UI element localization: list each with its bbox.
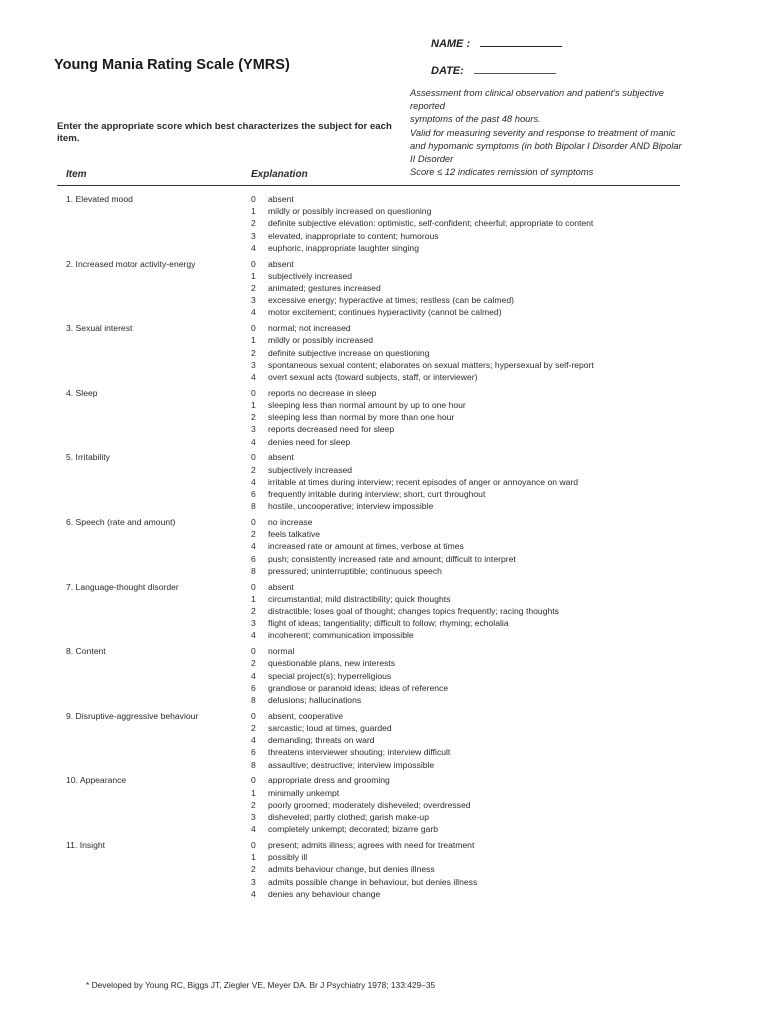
score-value: 4 — [251, 307, 256, 318]
score-description: normal — [268, 646, 295, 657]
score-description: flight of ideas; tangentiality; difficult to follow; rhyming; echolalia — [268, 618, 509, 629]
rating-item — [0, 775, 770, 840]
rating-item — [0, 711, 770, 776]
score-value: 1 — [251, 787, 256, 798]
score-description: animated; gestures increased — [268, 282, 381, 293]
rating-items — [0, 194, 770, 905]
score-description: absent, cooperative — [268, 710, 344, 721]
date-blank[interactable] — [474, 64, 556, 74]
score-description: reports decreased need for sleep — [268, 424, 395, 435]
score-description: absent — [268, 194, 294, 204]
score-value: 8 — [251, 694, 256, 705]
score-value: 4 — [251, 242, 256, 253]
score-description: threatens interviewer shouting; interview difficult — [268, 747, 451, 758]
score-value: 0 — [251, 839, 256, 850]
score-description: normal; not increased — [268, 323, 351, 334]
score-value: 8 — [251, 501, 256, 512]
score-value: 0 — [251, 452, 256, 463]
score-value: 4 — [251, 824, 256, 835]
score-description: feels talkative — [268, 529, 321, 540]
score-value: 6 — [251, 682, 256, 693]
score-value: 1 — [251, 270, 256, 281]
score-description: questionable plans, new interests — [268, 658, 396, 669]
score-value: 2 — [251, 282, 256, 293]
score-description: possibly ill — [268, 852, 308, 863]
score-description: circumstantial; mild distractibility; quick thoughts — [268, 593, 451, 604]
assessment-note: reported — [410, 100, 445, 112]
score-value: 1 — [251, 852, 256, 863]
score-value: 6 — [251, 553, 256, 564]
score-description: spontaneous sexual content; elaborates on sexual matters; hypersexual by self-report — [268, 359, 594, 370]
item-label: 10. Appearance — [66, 775, 127, 786]
date-label: DATE: — [431, 65, 464, 77]
name-label: NAME : — [431, 38, 471, 50]
score-description: sarcastic; loud at times, guarded — [268, 722, 392, 733]
item-label: 5. Irritability — [66, 452, 110, 463]
score-value: 3 — [251, 359, 256, 370]
score-description: absent — [268, 581, 294, 592]
score-description: minimally unkempt — [268, 787, 340, 798]
score-description: disheveled; partly clothed; garish make-up — [268, 811, 429, 822]
score-value: 2 — [251, 799, 256, 810]
score-description: special project(s); hyperreligious — [268, 670, 392, 681]
score-value: 0 — [251, 710, 256, 721]
score-value: 2 — [251, 605, 256, 616]
score-value: 4 — [251, 371, 256, 382]
score-description: sleeping less than normal by more than one hour — [268, 412, 455, 423]
score-value: 6 — [251, 488, 256, 499]
score-value: 2 — [251, 218, 256, 229]
score-description: euphoric, inappropriate laughter singing — [268, 242, 419, 253]
score-description: present; admits illness; agrees with need for treatment — [268, 839, 475, 850]
score-description: absent — [268, 258, 294, 269]
column-header-explanation: Explanation — [251, 169, 308, 180]
score-value: 4 — [251, 735, 256, 746]
rating-item — [0, 323, 770, 388]
score-value: 2 — [251, 722, 256, 733]
score-description: push; consistently increased rate and amount; difficult to interpret — [268, 553, 516, 564]
score-description: overt sexual acts (toward subjects, staff, or interviewer) — [268, 371, 478, 382]
score-value: 1 — [251, 206, 256, 217]
score-value: 4 — [251, 630, 256, 641]
item-label: 8. Content — [66, 646, 106, 657]
score-description: mildly or possibly increased — [268, 335, 374, 346]
score-value: 4 — [251, 436, 256, 447]
score-value: 2 — [251, 347, 256, 358]
score-description: denies need for sleep — [268, 436, 351, 447]
score-description: poorly groomed; moderately disheveled; overdressed — [268, 799, 471, 810]
assessment-note: Valid for measuring severity and response to treatment of manic — [410, 126, 676, 138]
score-value: 0 — [251, 775, 256, 786]
rating-item — [0, 194, 770, 259]
instructions: Enter the appropriate score which best characterizes the subject for each item. — [57, 121, 392, 144]
rating-item — [0, 646, 770, 711]
score-description: sleeping less than normal amount by up to one hour — [268, 399, 466, 410]
score-value: 2 — [251, 464, 256, 475]
score-description: increased rate or amount at times, verbose at times — [268, 541, 464, 552]
score-value: 2 — [251, 864, 256, 875]
item-label: 7. Language-thought disorder — [66, 581, 179, 592]
name-field — [431, 37, 562, 50]
score-value: 3 — [251, 424, 256, 435]
score-value: 3 — [251, 618, 256, 629]
score-value: 4 — [251, 476, 256, 487]
score-description: subjectively increased — [268, 270, 353, 281]
score-description: definite subjective increase on questioning — [268, 347, 430, 358]
score-description: delusions; hallucinations — [268, 694, 362, 705]
rating-item — [0, 582, 770, 647]
rating-item — [0, 388, 770, 453]
score-value: 4 — [251, 888, 256, 899]
item-label: 4. Sleep — [66, 387, 98, 398]
score-description: appropriate dress and grooming — [268, 775, 390, 786]
score-description: frequently irritable during interview; short, curt throughout — [268, 488, 486, 499]
score-value: 3 — [251, 295, 256, 306]
score-value: 1 — [251, 399, 256, 410]
score-value: 4 — [251, 541, 256, 552]
score-description: reports no decrease in sleep — [268, 387, 377, 398]
score-description: incoherent; communication impossible — [268, 630, 414, 641]
score-description: subjectively increased — [268, 464, 353, 475]
score-description: denies any behaviour change — [268, 888, 381, 899]
score-description: motor excitement; continues hyperactivity (cannot be calmed) — [268, 307, 502, 318]
citation-footer: * Developed by Young RC, Biggs JT, Ziegler VE, Meyer DA. Br J Psychiatry 1978; 133:429–35 — [86, 980, 436, 990]
item-label: 9. Disruptive-aggressive behaviour — [66, 710, 199, 721]
assessment-note: Assessment from clinical observation and patient's subjective — [410, 87, 664, 98]
score-value: 0 — [251, 323, 256, 334]
item-label: 1. Elevated mood — [66, 194, 133, 204]
assessment-notes — [410, 86, 720, 178]
assessment-note: Score ≤ 12 indicates remission of symptoms — [410, 166, 594, 178]
score-description: admits behaviour change, but denies illness — [268, 864, 435, 875]
score-description: demanding; threats on ward — [268, 735, 375, 746]
score-value: 4 — [251, 670, 256, 681]
score-description: elevated, inappropriate to content; humorous — [268, 230, 439, 241]
score-value: 1 — [251, 593, 256, 604]
score-value: 0 — [251, 258, 256, 269]
item-label: 6. Speech (rate and amount) — [66, 516, 176, 527]
date-field — [431, 64, 556, 77]
score-description: distractible; loses goal of thought; changes topics frequently; racing thoughts — [268, 605, 559, 616]
rating-item — [0, 517, 770, 582]
score-value: 0 — [251, 516, 256, 527]
score-value: 3 — [251, 876, 256, 887]
score-description: absent — [268, 452, 294, 463]
score-description: hostile, uncooperative; interview impossible — [268, 501, 434, 512]
score-value: 8 — [251, 565, 256, 576]
score-value: 0 — [251, 387, 256, 398]
score-description: definite subjective elevation: optimistic, self-confident; cheerful; appropriate to content — [268, 218, 594, 229]
rating-item — [0, 259, 770, 324]
page-title: Young Mania Rating Scale (YMRS) — [54, 57, 290, 73]
score-description: mildly or possibly increased on questioning — [268, 206, 432, 217]
assessment-note: symptoms of the past 48 hours. — [410, 113, 541, 125]
score-description: excessive energy; hyperactive at times; restless (can be calmed) — [268, 295, 514, 306]
name-blank[interactable] — [480, 37, 562, 47]
score-value: 0 — [251, 646, 256, 657]
header-divider — [57, 185, 680, 186]
score-value: 3 — [251, 230, 256, 241]
score-value: 2 — [251, 658, 256, 669]
score-value: 8 — [251, 759, 256, 770]
score-value: 2 — [251, 529, 256, 540]
score-description: completely unkempt; decorated; bizarre garb — [268, 824, 439, 835]
score-description: admits possible change in behaviour, but denies illness — [268, 876, 478, 887]
item-label: 11. Insight — [66, 839, 106, 850]
rating-item — [0, 452, 770, 517]
item-label: 2. Increased motor activity-energy — [66, 258, 196, 269]
score-description: assaultive; destructive; interview impossible — [268, 759, 435, 770]
score-value: 2 — [251, 412, 256, 423]
score-description: grandiose or paranoid ideas; ideas of reference — [268, 682, 449, 693]
assessment-note: II Disorder — [410, 153, 454, 165]
rating-item — [0, 840, 770, 905]
score-description: irritable at times during interview; recent episodes of anger or annoyance on ward — [268, 476, 579, 487]
score-value: 1 — [251, 335, 256, 346]
item-label: 3. Sexual interest — [66, 323, 133, 334]
score-description: pressured; uninterruptible; continuous speech — [268, 565, 442, 576]
score-value: 0 — [251, 581, 256, 592]
score-value: 6 — [251, 747, 256, 758]
column-header-item: Item — [66, 169, 87, 180]
score-value: 3 — [251, 811, 256, 822]
score-value: 0 — [251, 194, 256, 204]
score-description: no increase — [268, 516, 313, 527]
assessment-note: and hypomanic symptoms (in both Bipolar I Disorder AND Bipolar — [410, 139, 682, 151]
